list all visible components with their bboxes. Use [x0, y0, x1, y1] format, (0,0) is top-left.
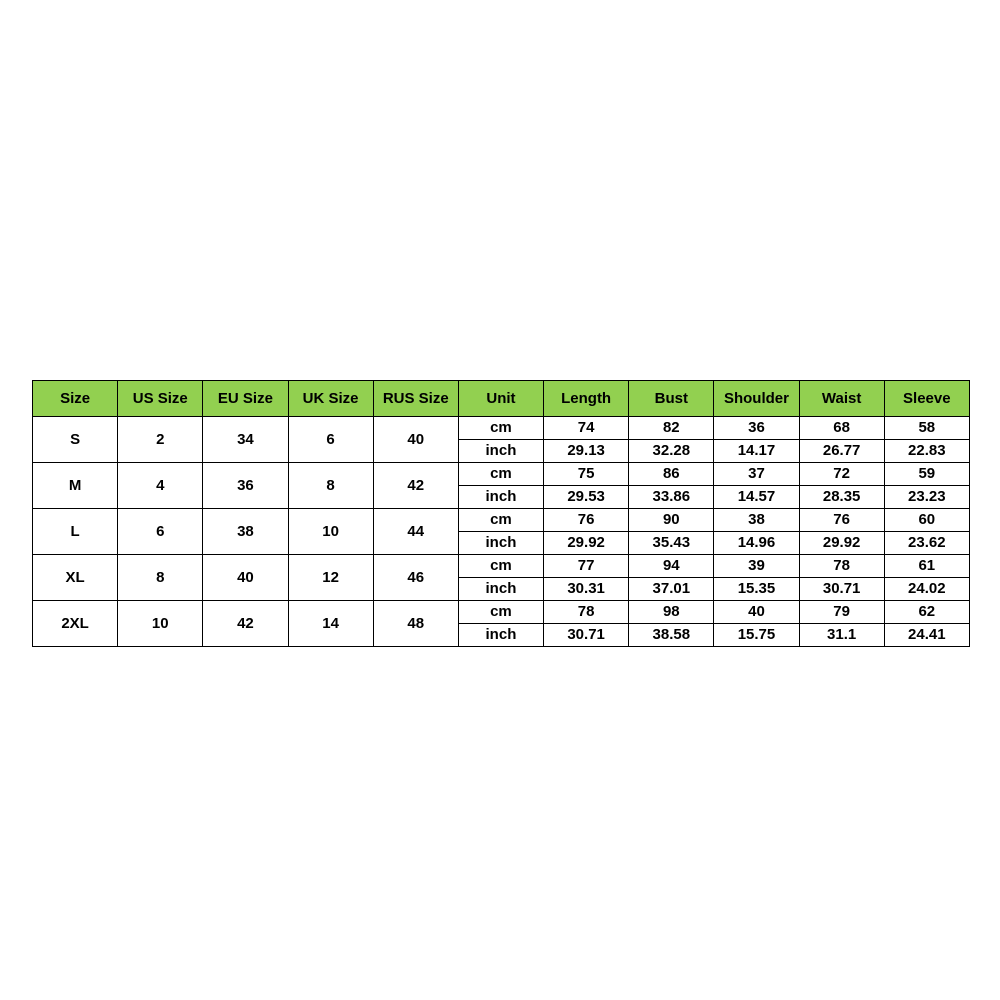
sleeve-cell: 23.62 — [884, 532, 969, 555]
shoulder-cell: 14.96 — [714, 532, 799, 555]
length-cell: 30.31 — [544, 578, 629, 601]
uk-size-cell: 8 — [288, 463, 373, 509]
bust-cell: 33.86 — [629, 486, 714, 509]
us-size-cell: 8 — [118, 555, 203, 601]
length-cell: 29.53 — [544, 486, 629, 509]
size-chart-table — [32, 380, 970, 647]
bust-cell: 32.28 — [629, 440, 714, 463]
us-size-cell: 4 — [118, 463, 203, 509]
length-cell: 74 — [544, 417, 629, 440]
rus-size-cell: 40 — [373, 417, 458, 463]
size-cell: L — [33, 509, 118, 555]
header-unit: Unit — [458, 381, 543, 417]
table-row-l-cm — [33, 509, 970, 532]
shoulder-cell: 15.75 — [714, 624, 799, 647]
sleeve-cell: 62 — [884, 601, 969, 624]
us-size-cell: 6 — [118, 509, 203, 555]
sleeve-cell: 22.83 — [884, 440, 969, 463]
us-size-cell: 10 — [118, 601, 203, 647]
shoulder-cell: 15.35 — [714, 578, 799, 601]
shoulder-cell: 38 — [714, 509, 799, 532]
sleeve-cell: 58 — [884, 417, 969, 440]
waist-cell: 28.35 — [799, 486, 884, 509]
table-row-2xl-cm — [33, 601, 970, 624]
shoulder-cell: 37 — [714, 463, 799, 486]
waist-cell: 29.92 — [799, 532, 884, 555]
header-waist: Waist — [799, 381, 884, 417]
header-shoulder: Shoulder — [714, 381, 799, 417]
header-length: Length — [544, 381, 629, 417]
uk-size-cell: 10 — [288, 509, 373, 555]
unit-cell: inch — [458, 532, 543, 555]
header-bust: Bust — [629, 381, 714, 417]
eu-size-cell: 38 — [203, 509, 288, 555]
bust-cell: 37.01 — [629, 578, 714, 601]
sleeve-cell: 24.41 — [884, 624, 969, 647]
bust-cell: 38.58 — [629, 624, 714, 647]
length-cell: 29.92 — [544, 532, 629, 555]
unit-cell: inch — [458, 440, 543, 463]
waist-cell: 26.77 — [799, 440, 884, 463]
size-cell: 2XL — [33, 601, 118, 647]
bust-cell: 98 — [629, 601, 714, 624]
uk-size-cell: 6 — [288, 417, 373, 463]
size-cell: M — [33, 463, 118, 509]
eu-size-cell: 40 — [203, 555, 288, 601]
shoulder-cell: 14.57 — [714, 486, 799, 509]
header-uk-size: UK Size — [288, 381, 373, 417]
rus-size-cell: 44 — [373, 509, 458, 555]
length-cell: 29.13 — [544, 440, 629, 463]
bust-cell: 86 — [629, 463, 714, 486]
waist-cell: 68 — [799, 417, 884, 440]
unit-cell: cm — [458, 417, 543, 440]
bust-cell: 94 — [629, 555, 714, 578]
unit-cell: cm — [458, 509, 543, 532]
eu-size-cell: 42 — [203, 601, 288, 647]
eu-size-cell: 36 — [203, 463, 288, 509]
length-cell: 76 — [544, 509, 629, 532]
waist-cell: 78 — [799, 555, 884, 578]
rus-size-cell: 46 — [373, 555, 458, 601]
sleeve-cell: 23.23 — [884, 486, 969, 509]
unit-cell: cm — [458, 463, 543, 486]
header-sleeve: Sleeve — [884, 381, 969, 417]
header-row — [33, 381, 970, 417]
unit-cell: cm — [458, 601, 543, 624]
header-us-size: US Size — [118, 381, 203, 417]
header-rus-size: RUS Size — [373, 381, 458, 417]
unit-cell: inch — [458, 486, 543, 509]
table-row-xl-cm — [33, 555, 970, 578]
sleeve-cell: 61 — [884, 555, 969, 578]
uk-size-cell: 12 — [288, 555, 373, 601]
shoulder-cell: 39 — [714, 555, 799, 578]
shoulder-cell: 40 — [714, 601, 799, 624]
table-row-s-cm — [33, 417, 970, 440]
sleeve-cell: 60 — [884, 509, 969, 532]
waist-cell: 31.1 — [799, 624, 884, 647]
uk-size-cell: 14 — [288, 601, 373, 647]
waist-cell: 72 — [799, 463, 884, 486]
bust-cell: 82 — [629, 417, 714, 440]
bust-cell: 35.43 — [629, 532, 714, 555]
bust-cell: 90 — [629, 509, 714, 532]
rus-size-cell: 42 — [373, 463, 458, 509]
sleeve-cell: 24.02 — [884, 578, 969, 601]
waist-cell: 79 — [799, 601, 884, 624]
eu-size-cell: 34 — [203, 417, 288, 463]
length-cell: 77 — [544, 555, 629, 578]
header-eu-size: EU Size — [203, 381, 288, 417]
us-size-cell: 2 — [118, 417, 203, 463]
sleeve-cell: 59 — [884, 463, 969, 486]
length-cell: 30.71 — [544, 624, 629, 647]
unit-cell: inch — [458, 578, 543, 601]
rus-size-cell: 48 — [373, 601, 458, 647]
waist-cell: 30.71 — [799, 578, 884, 601]
size-cell: XL — [33, 555, 118, 601]
shoulder-cell: 14.17 — [714, 440, 799, 463]
waist-cell: 76 — [799, 509, 884, 532]
table-row-m-cm — [33, 463, 970, 486]
unit-cell: cm — [458, 555, 543, 578]
unit-cell: inch — [458, 624, 543, 647]
size-cell: S — [33, 417, 118, 463]
length-cell: 75 — [544, 463, 629, 486]
length-cell: 78 — [544, 601, 629, 624]
shoulder-cell: 36 — [714, 417, 799, 440]
header-size: Size — [33, 381, 118, 417]
